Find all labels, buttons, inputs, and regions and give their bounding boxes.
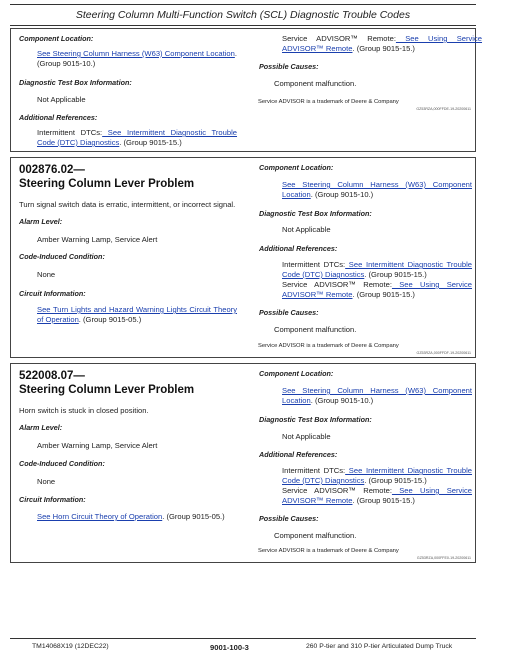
intermittent-dtcs-link[interactable]: See Intermittent Diagnostic Trouble Code (DTC) Diagnostics bbox=[282, 466, 473, 485]
possible-causes-heading: Possible Causes: bbox=[259, 62, 319, 71]
left-column bbox=[11, 364, 244, 562]
additional-references-heading: Additional References: bbox=[259, 450, 338, 459]
possible-causes-heading: Possible Causes: bbox=[259, 514, 319, 523]
service-advisor-text: Service ADVISOR™ Remote: See Using Service ADVISOR™ Remote. (Group 9015-15.) bbox=[282, 280, 473, 299]
footer-doc-id: TM14068X19 (12DEC22) bbox=[32, 643, 109, 650]
right-column bbox=[244, 158, 477, 357]
right-column bbox=[244, 29, 483, 151]
service-advisor-text: Service ADVISOR™ Remote: See Using Service ADVISOR™ Remote. (Group 9015-15.) bbox=[282, 34, 483, 53]
diagnostic-test-box-value: Not Applicable bbox=[37, 95, 86, 104]
circuit-information-text: See Turn Lights and Hazard Warning Lights Circuit Theory of Operation. (Group 9015-05.) bbox=[37, 305, 237, 324]
intermittent-dtcs-text: Intermittent DTCs: See Intermittent Diagnostic Trouble Code (DTC) Diagnostics. (Group 9015-15.) bbox=[282, 260, 473, 279]
dtc-code: 002876.02— bbox=[19, 164, 85, 176]
section-002876-02 bbox=[10, 157, 476, 358]
diagnostic-test-box-value: Not Applicable bbox=[282, 225, 331, 234]
doc-code: GZ53RZA,000FFE0-19-20200611 bbox=[416, 556, 471, 560]
circuit-information-text: See Horn Circuit Theory of Operation. (Group 9015-05.) bbox=[37, 512, 225, 521]
component-location-heading: Component Location: bbox=[259, 369, 334, 378]
doc-code: GZ53RZA,000FFDE-19-20200611 bbox=[416, 107, 471, 111]
header-rule bbox=[10, 4, 476, 5]
intermittent-dtcs-text: Intermittent DTCs: See Intermittent Diagnostic Trouble Code (DTC) Diagnostics. (Group 9015-15.) bbox=[37, 128, 238, 147]
diagnostic-test-box-value: Not Applicable bbox=[282, 432, 331, 441]
alarm-level-value: Amber Warning Lamp, Service Alert bbox=[37, 441, 158, 450]
alarm-level-heading: Alarm Level: bbox=[19, 217, 63, 226]
circuit-information-heading: Circuit Information: bbox=[19, 289, 86, 298]
possible-causes-value: Component malfunction. bbox=[274, 79, 357, 88]
possible-causes-heading: Possible Causes: bbox=[259, 308, 319, 317]
possible-causes-value: Component malfunction. bbox=[274, 325, 357, 334]
intermittent-dtcs-link[interactable]: See Intermittent Diagnostic Trouble Code (DTC) Diagnostics bbox=[37, 128, 238, 147]
diagnostic-test-box-heading: Diagnostic Test Box Information: bbox=[259, 415, 372, 424]
component-location-text: See Steering Column Harness (W63) Component Location. (Group 9015-10.) bbox=[282, 386, 472, 405]
code-induced-condition-heading: Code-Induced Condition: bbox=[19, 252, 105, 261]
component-location-heading: Component Location: bbox=[259, 163, 334, 172]
alarm-level-value: Amber Warning Lamp, Service Alert bbox=[37, 235, 158, 244]
page-title: Steering Column Multi-Function Switch (SCL) Diagnostic Trouble Codes bbox=[75, 9, 411, 21]
service-advisor-link[interactable]: See Using Service ADVISOR™ Remote bbox=[282, 280, 473, 299]
section-continuation bbox=[10, 28, 483, 152]
footer-rule bbox=[10, 638, 476, 639]
footer-page-number: 9001-100-3 bbox=[210, 643, 249, 652]
left-column bbox=[11, 158, 244, 357]
trademark-note: Service ADVISOR is a trademark of Deere & Company bbox=[258, 343, 399, 349]
section-title: Steering Column Lever Problem bbox=[19, 178, 195, 190]
component-location-link[interactable]: See Steering Column Harness (W63) Component Location bbox=[282, 386, 472, 405]
code-induced-condition-heading: Code-Induced Condition: bbox=[19, 459, 105, 468]
component-location-text: See Steering Column Harness (W63) Component Location. (Group 9015-10.) bbox=[37, 49, 237, 68]
service-advisor-link[interactable]: See Using Service ADVISOR™ Remote bbox=[282, 486, 473, 505]
component-location-link[interactable]: See Steering Column Harness (W63) Component Location bbox=[282, 180, 472, 199]
circuit-theory-link[interactable]: See Turn Lights and Hazard Warning Lights Circuit Theory of Operation bbox=[37, 305, 237, 324]
section-522008-07 bbox=[10, 363, 476, 563]
additional-references-heading: Additional References: bbox=[259, 244, 338, 253]
code-induced-condition-value: None bbox=[37, 270, 56, 279]
intermittent-dtcs-text: Intermittent DTCs: See Intermittent Diagnostic Trouble Code (DTC) Diagnostics. (Group 9015-15.) bbox=[282, 466, 473, 485]
component-location-link[interactable]: See Steering Column Harness (W63) Component Location bbox=[37, 49, 235, 58]
service-advisor-text: Service ADVISOR™ Remote: See Using Service ADVISOR™ Remote. (Group 9015-15.) bbox=[282, 486, 473, 505]
circuit-theory-link[interactable]: See Horn Circuit Theory of Operation bbox=[37, 512, 163, 521]
trademark-note: Service ADVISOR is a trademark of Deere & Company bbox=[258, 99, 399, 105]
intermittent-dtcs-link[interactable]: See Intermittent Diagnostic Trouble Code (DTC) Diagnostics bbox=[282, 260, 473, 279]
component-location-heading: Component Location: bbox=[19, 34, 94, 43]
alarm-level-heading: Alarm Level: bbox=[19, 423, 63, 432]
possible-causes-value: Component malfunction. bbox=[274, 531, 357, 540]
left-column bbox=[11, 29, 244, 151]
component-location-text: See Steering Column Harness (W63) Component Location. (Group 9015-10.) bbox=[282, 180, 472, 199]
code-induced-condition-value: None bbox=[37, 477, 56, 486]
trademark-note: Service ADVISOR is a trademark of Deere & Company bbox=[258, 548, 399, 554]
diagnostic-test-box-heading: Diagnostic Test Box Information: bbox=[19, 78, 132, 87]
footer-product: 260 P-tier and 310 P-tier Articulated Dump Truck bbox=[306, 643, 453, 650]
diagnostic-test-box-heading: Diagnostic Test Box Information: bbox=[259, 209, 372, 218]
circuit-information-heading: Circuit Information: bbox=[19, 495, 86, 504]
section-title: Steering Column Lever Problem bbox=[19, 384, 195, 396]
header-rule-bottom bbox=[10, 25, 476, 26]
service-advisor-link[interactable]: See Using Service ADVISOR™ Remote bbox=[282, 34, 483, 53]
description: Horn switch is stuck in closed position. bbox=[19, 406, 149, 415]
dtc-code: 522008.07— bbox=[19, 370, 85, 382]
right-column bbox=[244, 364, 477, 562]
doc-code: GZ53RZA,000FFDF-19-20200611 bbox=[416, 351, 471, 355]
description: Turn signal switch data is erratic, intermittent, or incorrect signal. bbox=[19, 200, 236, 209]
additional-references-heading: Additional References: bbox=[19, 113, 98, 122]
